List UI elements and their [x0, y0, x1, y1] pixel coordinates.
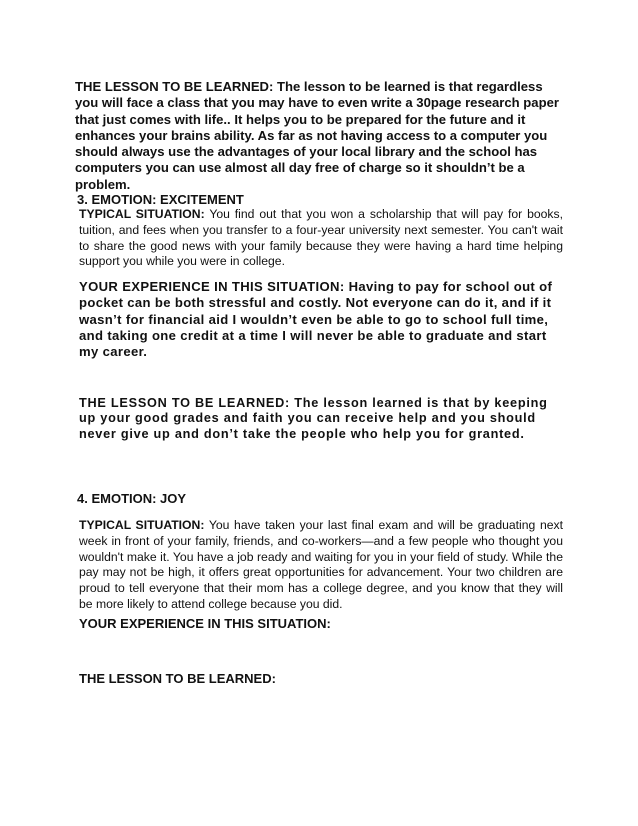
emotion4-typical-label: TYPICAL SITUATION:: [79, 518, 205, 532]
emotion3-typical-paragraph: [79, 207, 563, 270]
intro-lesson-label: THE LESSON TO BE LEARNED:: [75, 79, 274, 94]
emotion3-typical-label: TYPICAL SITUATION:: [79, 207, 205, 221]
emotion3-experience-paragraph: [79, 279, 559, 360]
emotion3-lesson-text: The lesson learned is that by keeping up your good grades and faith you can receive help and you should never give up and don’t take the people who help you for granted.: [79, 396, 548, 441]
emotion4-typical-text: You have taken your last final exam and will be graduating next week in front of your family, friends, and co-workers—and a few people who thought you wouldn't make it. You have a job ready and waiting for you in your field of study. While the pay may not be high, it offers great opportunities for advancement. Your two children are proud to tell everyone that their mom has a college degree, and you know that they will be more likely to attend college because you did.: [79, 518, 563, 611]
emotion4-typical-paragraph: [79, 518, 563, 613]
emotion4-lesson-label: THE LESSON TO BE LEARNED:: [79, 671, 276, 686]
emotion4-experience-label: YOUR EXPERIENCE IN THIS SITUATION:: [79, 616, 331, 631]
emotion3-experience-text: Having to pay for school out of pocket can be both stressful and costly. Not everyone can do it, and if it wasn’t for financial aid I wouldn’t even be able to go to school full time, and taking one credit at a time I will never be able to graduate and start my career.: [79, 279, 553, 360]
emotion3-experience-label: YOUR EXPERIENCE IN THIS SITUATION:: [79, 279, 345, 294]
emotion3-heading: 3. EMOTION: EXCITEMENT: [77, 192, 244, 207]
emotion4-heading: 4. EMOTION: JOY: [77, 491, 187, 506]
emotion3-lesson-paragraph: [79, 396, 563, 442]
emotion3-typical-text: You find out that you won a scholarship that will pay for books, tuition, and fees when you transfer to a four-year university next semester. You can't wait to share the good news with your family because they were having a hard time helping support you while you were in college.: [79, 207, 563, 269]
emotion3-lesson-label: THE LESSON TO BE LEARNED:: [79, 396, 290, 410]
intro-lesson-text: The lesson to be learned is that regardless you will face a class that you may have to even write a 30page research paper that just comes with life.. It helps you to be prepared for the future and it enhances your brains ability. As far as not having access to a computer you should always use the advantages of your local library and the school has computers you can use almost all day free of charge so it shouldn’t be a problem.: [75, 79, 559, 192]
intro-lesson-paragraph: [75, 79, 563, 193]
